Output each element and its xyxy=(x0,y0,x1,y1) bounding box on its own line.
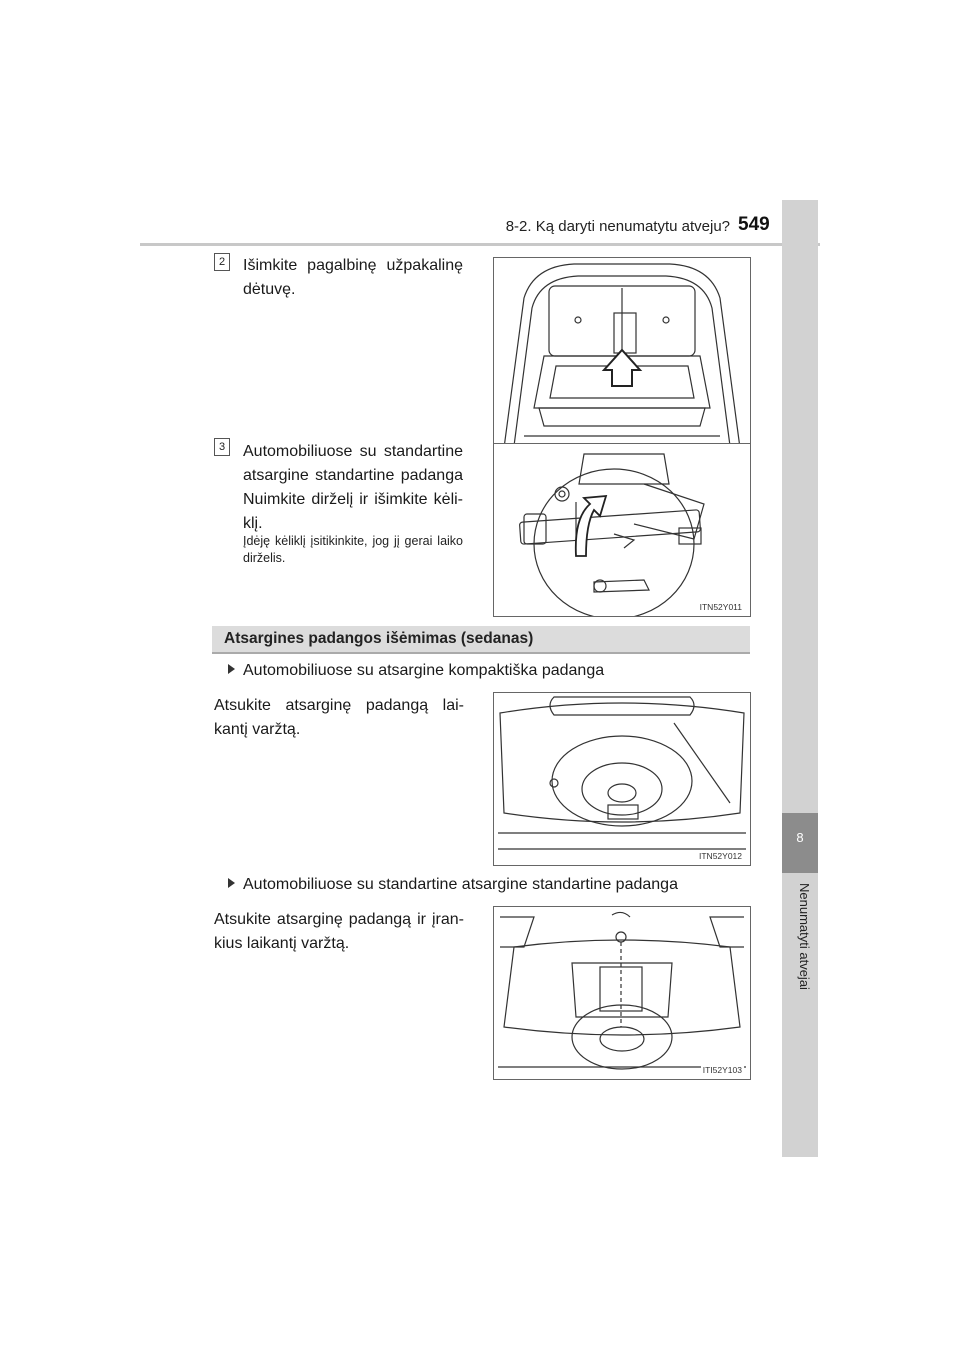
header-rule xyxy=(140,243,820,246)
variant-bullet-text: Automobiliuose su atsargine kompaktiška padanga xyxy=(243,662,605,679)
step-note: Įdėję kėliklį įsitikinkite, jog jį gerai laiko dirželis. xyxy=(243,534,463,565)
section-heading-text: Atsargines padangos išėmimas (sedanas) xyxy=(224,630,534,647)
figure-compact-spare xyxy=(493,692,751,866)
figure-standard-spare xyxy=(493,906,751,1080)
figure-jack-removal xyxy=(493,443,751,617)
variant-bullet-text: Automobiliuose su standartine atsargine standartine padanga xyxy=(243,876,678,893)
chapter-label: Nenumatyti atvejai xyxy=(797,883,812,990)
step-text: Išimkite pagalbinę užpakalinę dėtuvę. xyxy=(243,257,463,298)
variant-text: Atsukite atsarginę padangą ir įran-kius laikantį varžtą. xyxy=(214,911,464,952)
variant-text: Atsukite atsarginę padangą lai-kantį varžtą. xyxy=(214,697,464,738)
cargo-area-illustration xyxy=(494,258,750,458)
spare-jack-illustration xyxy=(494,444,750,616)
section-heading xyxy=(212,626,750,654)
chapter-number: 8 xyxy=(796,830,804,845)
triangle-bullet-icon xyxy=(228,664,235,674)
figure-code: ITN52Y011 xyxy=(699,602,742,612)
figure-rear-storage-removal xyxy=(493,257,751,459)
step-text: Automobiliuose su standartine atsargine standartine padanga Nuimkite dirželį ir išimkite kėli-klį. xyxy=(243,443,463,532)
figure-code: ITI52Y103 xyxy=(702,1065,742,1075)
variant-bullet xyxy=(228,662,604,680)
variant-bullet xyxy=(228,876,678,894)
step-number-badge: 3 xyxy=(214,438,230,456)
chapter-number-tab[interactable] xyxy=(782,813,818,873)
header-title: 8-2. Ką daryti nenumatytu atveju? xyxy=(505,218,730,235)
triangle-bullet-icon xyxy=(228,878,235,888)
compact-spare-illustration xyxy=(494,693,750,865)
standard-spare-illustration xyxy=(494,907,750,1079)
step-number-badge: 2 xyxy=(214,253,230,271)
figure-code: ITN52Y012 xyxy=(699,851,742,861)
page-number: 549 xyxy=(738,214,770,235)
